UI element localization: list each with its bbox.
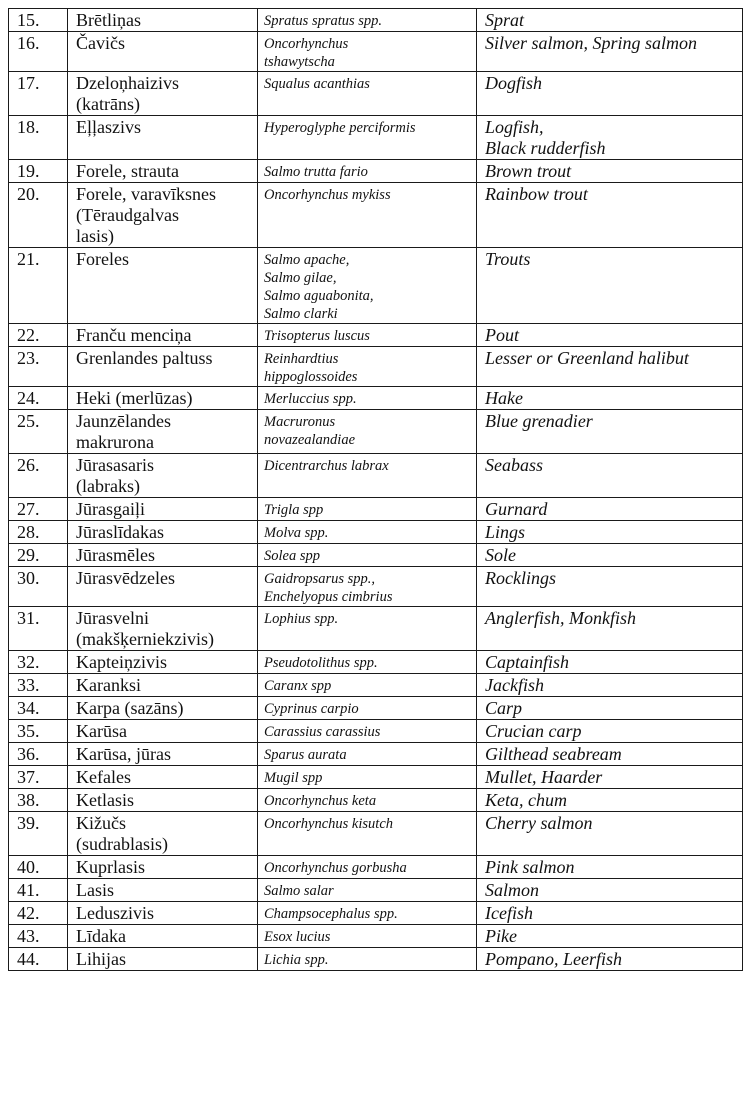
scientific-name-line: Oncorhynchus kisutch <box>264 816 393 832</box>
table-row <box>9 567 743 607</box>
scientific-name-line: Salmo apache, <box>264 252 350 268</box>
english-name-line: Black rudderfish <box>485 138 606 158</box>
scientific-name-line: Salmo aguabonita, <box>264 288 374 304</box>
scientific-name-line: Cyprinus carpio <box>264 701 359 717</box>
latvian-name-line: (katrāns) <box>76 94 140 114</box>
table-row <box>9 902 743 925</box>
latvian-name <box>68 789 258 812</box>
row-number: 44. <box>9 948 68 971</box>
latvian-name-line: Jūrasvelni <box>76 608 149 628</box>
english-name-line: Pink salmon <box>485 857 575 877</box>
scientific-name <box>258 324 477 347</box>
scientific-name-line: Gaidropsarus spp., <box>264 571 376 587</box>
latvian-name <box>68 248 258 324</box>
latvian-name <box>68 347 258 387</box>
scientific-name-line: Oncorhynchus keta <box>264 793 377 809</box>
english-name-line: Icefish <box>485 903 533 923</box>
english-name <box>477 856 743 879</box>
row-number: 20. <box>9 183 68 248</box>
scientific-name <box>258 410 477 454</box>
english-name <box>477 902 743 925</box>
latvian-name-line: Jaunzēlandes <box>76 411 171 431</box>
english-name-line: Trouts <box>485 249 531 269</box>
latvian-name-line: (labraks) <box>76 476 140 496</box>
row-number: 23. <box>9 347 68 387</box>
english-name <box>477 521 743 544</box>
english-name <box>477 651 743 674</box>
scientific-name <box>258 521 477 544</box>
table-row <box>9 183 743 248</box>
row-number: 15. <box>9 9 68 32</box>
english-name-line: Pike <box>485 926 517 946</box>
scientific-name <box>258 387 477 410</box>
row-number: 16. <box>9 32 68 72</box>
row-number: 24. <box>9 387 68 410</box>
scientific-name-line: Carassius carassius <box>264 724 381 740</box>
row-number: 27. <box>9 498 68 521</box>
latvian-name-line: Līdaka <box>76 926 126 946</box>
table-row <box>9 324 743 347</box>
row-number: 34. <box>9 697 68 720</box>
table-row <box>9 9 743 32</box>
row-number: 21. <box>9 248 68 324</box>
english-name <box>477 743 743 766</box>
latvian-name <box>68 674 258 697</box>
latvian-name <box>68 498 258 521</box>
latvian-name <box>68 116 258 160</box>
scientific-name-line: Reinhardtius <box>264 351 339 367</box>
scientific-name-line: Dicentrarchus labrax <box>264 458 389 474</box>
row-number: 36. <box>9 743 68 766</box>
row-number: 38. <box>9 789 68 812</box>
latvian-name-line: Franču menciņa <box>76 325 192 345</box>
scientific-name-line: Pseudotolithus spp. <box>264 655 378 671</box>
row-number: 42. <box>9 902 68 925</box>
latvian-name-line: lasis) <box>76 226 114 246</box>
latvian-name-line: Leduszivis <box>76 903 154 923</box>
english-name <box>477 32 743 72</box>
scientific-name <box>258 743 477 766</box>
latvian-name <box>68 948 258 971</box>
scientific-name <box>258 766 477 789</box>
english-name <box>477 925 743 948</box>
english-name <box>477 544 743 567</box>
table-row <box>9 812 743 856</box>
scientific-name-line: Trisopterus luscus <box>264 328 370 344</box>
english-name <box>477 9 743 32</box>
latvian-name-line: Čavičs <box>76 33 125 53</box>
latvian-name-line: Eļļaszivs <box>76 117 141 137</box>
row-number: 28. <box>9 521 68 544</box>
latvian-name <box>68 812 258 856</box>
scientific-name-line: Macruronus <box>264 414 336 430</box>
table-row <box>9 607 743 651</box>
english-name <box>477 720 743 743</box>
english-name-line: Logfish, <box>485 117 544 137</box>
latvian-name-line: (makšķerniekzivis) <box>76 629 214 649</box>
english-name <box>477 410 743 454</box>
latvian-name <box>68 766 258 789</box>
latvian-name <box>68 567 258 607</box>
scientific-name <box>258 116 477 160</box>
latvian-name <box>68 387 258 410</box>
english-name-line: Dogfish <box>485 73 543 93</box>
english-name-line: Rainbow trout <box>485 184 588 204</box>
latvian-name-line: Karpa (sazāns) <box>76 698 184 718</box>
row-number: 37. <box>9 766 68 789</box>
latvian-name <box>68 720 258 743</box>
english-name <box>477 948 743 971</box>
table-row <box>9 347 743 387</box>
scientific-name-line: Salmo trutta fario <box>264 164 368 180</box>
latvian-name-line: Jūraslīdakas <box>76 522 164 542</box>
english-name-line: Jackfish <box>485 675 544 695</box>
scientific-name <box>258 454 477 498</box>
english-name-line: Sole <box>485 545 516 565</box>
english-name-line: Lesser or Greenland halibut <box>485 348 689 368</box>
fish-table-body <box>9 9 743 971</box>
english-name-line: Blue grenadier <box>485 411 593 431</box>
table-row <box>9 674 743 697</box>
latvian-name-line: Karūsa, jūras <box>76 744 171 764</box>
english-name-line: Sprat <box>485 10 525 30</box>
scientific-name <box>258 544 477 567</box>
row-number: 41. <box>9 879 68 902</box>
table-row <box>9 879 743 902</box>
row-number: 33. <box>9 674 68 697</box>
scientific-name <box>258 902 477 925</box>
scientific-name-line: Mugil spp <box>264 770 323 786</box>
scientific-name-line: Sparus aurata <box>264 747 347 763</box>
scientific-name-line: Salmo salar <box>264 883 334 899</box>
table-row <box>9 521 743 544</box>
scientific-name <box>258 160 477 183</box>
english-name-line: Keta, chum <box>485 790 567 810</box>
latvian-name <box>68 9 258 32</box>
table-row <box>9 948 743 971</box>
row-number: 35. <box>9 720 68 743</box>
scientific-name <box>258 72 477 116</box>
table-row <box>9 248 743 324</box>
scientific-name-line: Esox lucius <box>264 929 331 945</box>
latvian-name-line: Heki (merlūzas) <box>76 388 193 408</box>
row-number: 39. <box>9 812 68 856</box>
english-name <box>477 879 743 902</box>
scientific-name-line: Enchelyopus cimbrius <box>264 589 393 605</box>
english-name-line: Brown trout <box>485 161 572 181</box>
english-name-line: Cherry salmon <box>485 813 593 833</box>
scientific-name <box>258 789 477 812</box>
scientific-name-line: Salmo gilae, <box>264 270 337 286</box>
english-name-line: Anglerfish, Monkfish <box>485 608 636 628</box>
table-row <box>9 651 743 674</box>
latvian-name <box>68 324 258 347</box>
scientific-name <box>258 248 477 324</box>
latvian-name <box>68 521 258 544</box>
latvian-name-line: Jūrasasaris <box>76 455 154 475</box>
table-row <box>9 498 743 521</box>
latvian-name-line: Jūrasmēles <box>76 545 155 565</box>
latvian-name <box>68 651 258 674</box>
english-name <box>477 116 743 160</box>
english-name <box>477 160 743 183</box>
row-number: 31. <box>9 607 68 651</box>
scientific-name <box>258 812 477 856</box>
scientific-name-line: Squalus acanthias <box>264 76 370 92</box>
english-name-line: Carp <box>485 698 523 718</box>
scientific-name <box>258 9 477 32</box>
latvian-name-line: Kižučs <box>76 813 126 833</box>
scientific-name-line: Molva spp. <box>264 525 329 541</box>
english-name <box>477 812 743 856</box>
scientific-name-line: Merluccius spp. <box>264 391 357 407</box>
latvian-name-line: Ketlasis <box>76 790 134 810</box>
scientific-name-line: Lophius spp. <box>264 611 339 627</box>
scientific-name-line: Champsocephalus spp. <box>264 906 398 922</box>
latvian-name-line: Jūrasvēdzeles <box>76 568 175 588</box>
latvian-name <box>68 183 258 248</box>
latvian-name-line: (Tēraudgalvas <box>76 205 179 225</box>
scientific-name <box>258 183 477 248</box>
table-row <box>9 387 743 410</box>
row-number: 22. <box>9 324 68 347</box>
english-name <box>477 324 743 347</box>
latvian-name <box>68 879 258 902</box>
english-name <box>477 387 743 410</box>
latvian-name <box>68 902 258 925</box>
scientific-name <box>258 607 477 651</box>
latvian-name <box>68 925 258 948</box>
table-row <box>9 116 743 160</box>
latvian-name-line: Karanksi <box>76 675 141 695</box>
english-name-line: Crucian carp <box>485 721 582 741</box>
row-number: 40. <box>9 856 68 879</box>
scientific-name <box>258 925 477 948</box>
scientific-name-line: tshawytscha <box>264 54 335 70</box>
scientific-name-line: Lichia spp. <box>264 952 329 968</box>
latvian-name-line: Kuprlasis <box>76 857 145 877</box>
scientific-name-line: Oncorhynchus <box>264 36 349 52</box>
scientific-name <box>258 856 477 879</box>
scientific-name-line: hippoglossoides <box>264 369 358 385</box>
english-name-line: Gilthead seabream <box>485 744 622 764</box>
english-name-line: Gurnard <box>485 499 548 519</box>
scientific-name-line: Hyperoglyphe perciformis <box>264 120 416 136</box>
table-row <box>9 743 743 766</box>
latvian-name <box>68 32 258 72</box>
scientific-name <box>258 567 477 607</box>
latvian-name-line: Brētliņas <box>76 10 141 30</box>
latvian-name <box>68 607 258 651</box>
english-name-line: Silver salmon, Spring salmon <box>485 33 698 53</box>
english-name <box>477 766 743 789</box>
table-row <box>9 697 743 720</box>
scientific-name-line: Spratus spratus spp. <box>264 13 383 29</box>
row-number: 32. <box>9 651 68 674</box>
latvian-name-line: Kefales <box>76 767 131 787</box>
table-row <box>9 72 743 116</box>
latvian-name-line: Karūsa <box>76 721 127 741</box>
english-name <box>477 498 743 521</box>
latvian-name <box>68 160 258 183</box>
scientific-name <box>258 347 477 387</box>
english-name-line: Seabass <box>485 455 543 475</box>
latvian-name <box>68 544 258 567</box>
scientific-name-line: Trigla spp <box>264 502 324 518</box>
english-name <box>477 697 743 720</box>
fish-names-table <box>8 8 743 971</box>
table-row <box>9 544 743 567</box>
latvian-name-line: Dzeloņhaizivs <box>76 73 179 93</box>
latvian-name-line: Kapteiņzivis <box>76 652 167 672</box>
english-name <box>477 183 743 248</box>
table-row <box>9 160 743 183</box>
scientific-name <box>258 498 477 521</box>
latvian-name <box>68 856 258 879</box>
row-number: 25. <box>9 410 68 454</box>
latvian-name <box>68 72 258 116</box>
english-name <box>477 607 743 651</box>
english-name-line: Hake <box>485 388 523 408</box>
row-number: 26. <box>9 454 68 498</box>
row-number: 18. <box>9 116 68 160</box>
row-number: 29. <box>9 544 68 567</box>
latvian-name-line: makrurona <box>76 432 154 452</box>
latvian-name-line: (sudrablasis) <box>76 834 168 854</box>
scientific-name <box>258 32 477 72</box>
scientific-name-line: Oncorhynchus gorbusha <box>264 860 407 876</box>
table-row <box>9 720 743 743</box>
english-name <box>477 347 743 387</box>
latvian-name <box>68 410 258 454</box>
table-row <box>9 410 743 454</box>
english-name <box>477 72 743 116</box>
scientific-name-line: Salmo clarki <box>264 306 338 322</box>
latvian-name <box>68 454 258 498</box>
english-name-line: Lings <box>485 522 526 542</box>
table-row <box>9 454 743 498</box>
scientific-name <box>258 651 477 674</box>
latvian-name-line: Forele, strauta <box>76 161 179 181</box>
scientific-name-line: novazealandiae <box>264 432 356 448</box>
row-number: 43. <box>9 925 68 948</box>
latvian-name-line: Grenlandes paltuss <box>76 348 213 368</box>
scientific-name <box>258 948 477 971</box>
latvian-name-line: Foreles <box>76 249 129 269</box>
latvian-name-line: Lasis <box>76 880 114 900</box>
scientific-name <box>258 697 477 720</box>
english-name <box>477 248 743 324</box>
english-name <box>477 454 743 498</box>
table-row <box>9 789 743 812</box>
scientific-name <box>258 674 477 697</box>
latvian-name-line: Forele, varavīksnes <box>76 184 216 204</box>
table-row <box>9 766 743 789</box>
english-name-line: Mullet, Haarder <box>485 767 603 787</box>
english-name-line: Pout <box>485 325 519 345</box>
english-name-line: Captainfish <box>485 652 570 672</box>
english-name <box>477 674 743 697</box>
latvian-name <box>68 743 258 766</box>
scientific-name <box>258 879 477 902</box>
table-row <box>9 32 743 72</box>
english-name <box>477 567 743 607</box>
english-name-line: Rocklings <box>485 568 556 588</box>
row-number: 19. <box>9 160 68 183</box>
row-number: 30. <box>9 567 68 607</box>
scientific-name <box>258 720 477 743</box>
latvian-name <box>68 697 258 720</box>
english-name-line: Salmon <box>485 880 539 900</box>
latvian-name-line: Lihijas <box>76 949 126 969</box>
english-name <box>477 789 743 812</box>
latvian-name-line: Jūrasgaiļi <box>76 499 145 519</box>
scientific-name-line: Oncorhynchus mykiss <box>264 187 391 203</box>
table-row <box>9 925 743 948</box>
row-number: 17. <box>9 72 68 116</box>
english-name-line: Pompano, Leerfish <box>485 949 622 969</box>
table-row <box>9 856 743 879</box>
scientific-name-line: Solea spp <box>264 548 320 564</box>
scientific-name-line: Caranx spp <box>264 678 332 694</box>
